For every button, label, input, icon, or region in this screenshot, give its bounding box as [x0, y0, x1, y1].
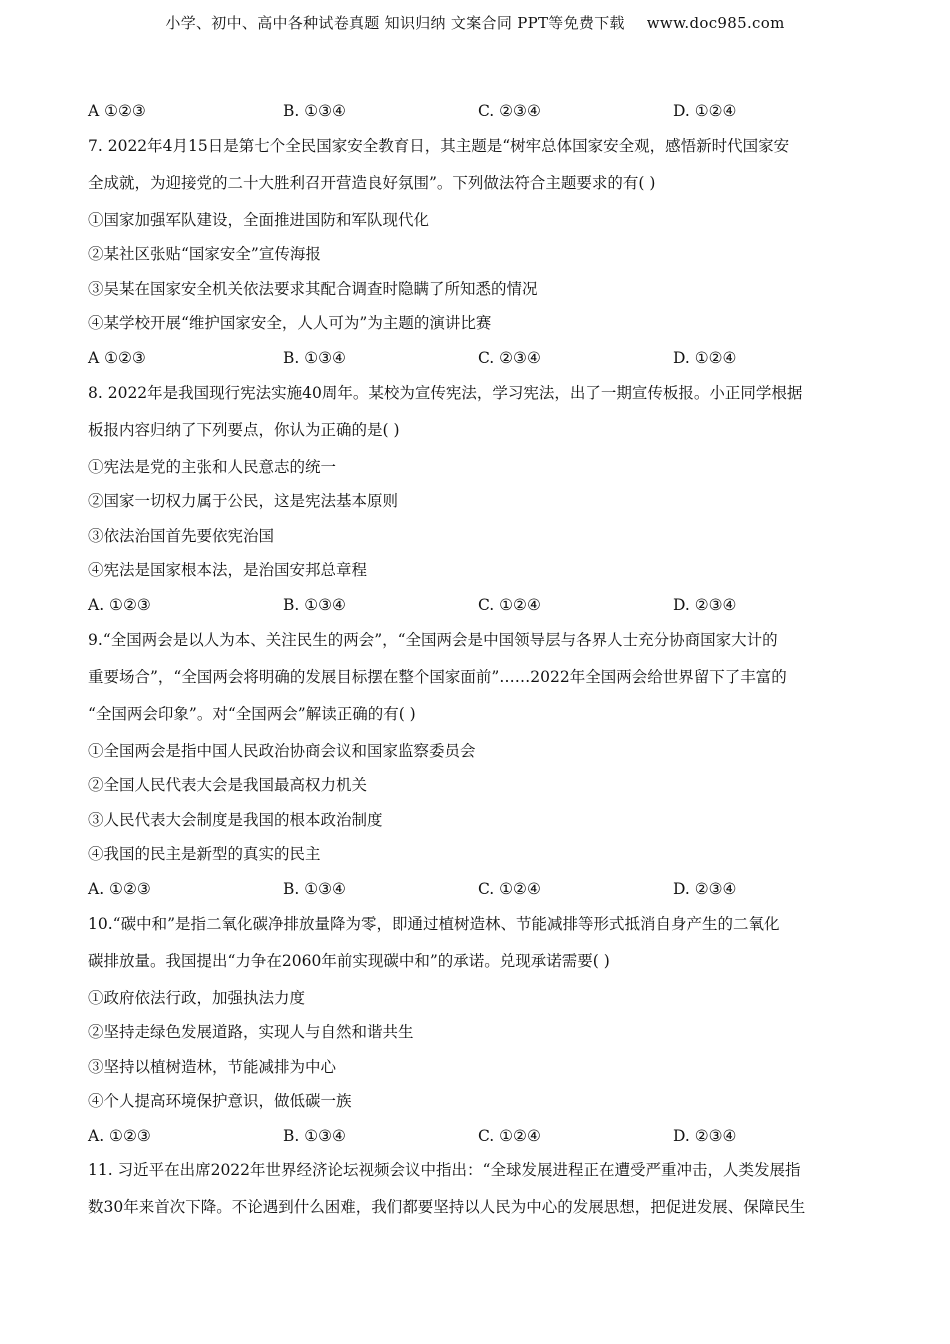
q6-option-a: A ①②③	[88, 102, 146, 120]
q6-option-c: C. ②③④	[478, 102, 541, 120]
q9-item-2: ②全国人民代表大会是我国最高权力机关	[88, 776, 368, 795]
q7-option-c: C. ②③④	[478, 348, 541, 367]
q6-option-d: D. ①②④	[673, 102, 737, 120]
q8-item-2: ②国家一切权力属于公民，这是宪法基本原则	[88, 492, 399, 511]
q8-item-1: ①宪法是党的主张和人民意志的统一	[88, 457, 337, 476]
q9-item-1: ①全国两会是指中国人民政治协商会议和国家监察委员会	[88, 741, 476, 760]
q10-option-c: C. ①②④	[478, 1126, 541, 1145]
q8-option-b: B. ①③④	[283, 595, 346, 614]
q11-stem-line2: 数30年来首次下降。不论遇到什么困难，我们都要坚持以人民为中心的发展思想，把促进发展、保障民生	[88, 1198, 806, 1217]
q10-stem-line2: 碳排放量。我国提出“力争在2060年前实现碳中和”的承诺。兑现承诺需要( )	[88, 951, 610, 970]
q8-item-4: ④宪法是国家根本法，是治国安邦总章程	[88, 561, 368, 580]
q10-item-4: ④个人提高环境保护意识，做低碳一族	[88, 1092, 352, 1111]
q8-option-c: C. ①②④	[478, 595, 541, 614]
q8-option-d: D. ②③④	[673, 595, 737, 614]
q10-option-b: B. ①③④	[283, 1126, 346, 1145]
q6-option-b: B. ①③④	[283, 102, 346, 120]
q7-item-2: ②某社区张贴“国家安全”宣传海报	[88, 245, 321, 264]
q9-option-d: D. ②③④	[673, 879, 737, 898]
q7-item-3: ③吴某在国家安全机关依法要求其配合调查时隐瞒了所知悉的情况	[88, 279, 538, 298]
q8-options	[88, 592, 878, 627]
q8-stem-line1: 8. 2022年是我国现行宪法实施40周年。某校为宣传宪法，学习宪法，出了一期宣传板报。小正同学根据	[88, 383, 803, 402]
q8-stem-line2: 板报内容归纳了下列要点，你认为正确的是( )	[88, 420, 400, 439]
page-header	[0, 12, 950, 33]
q10-stem-line1: 10.“碳中和”是指二氧化碳净排放量降为零，即通过植树造林、节能减排等形式抵消自身产生的二氧化	[88, 914, 780, 933]
q10-option-d: D. ②③④	[673, 1126, 737, 1145]
q7-options	[88, 345, 878, 380]
q6-options	[88, 98, 878, 133]
q7-option-d: D. ①②④	[673, 348, 737, 367]
q9-stem-line2: 重要场合”，“全国两会将明确的发展目标摆在整个国家面前”……2022年全国两会给世界留下了丰富的	[88, 667, 787, 686]
q10-options	[88, 1123, 878, 1158]
q9-stem-line3: “全国两会印象”。对“全国两会”解读正确的有( )	[88, 704, 416, 723]
q11-stem-line1: 11. 习近平在出席2022年世界经济论坛视频会议中指出：“全球发展进程正在遭受严重冲击，人类发展指	[88, 1161, 801, 1180]
q10-item-1: ①政府依法行政，加强执法力度	[88, 988, 306, 1007]
q7-option-b: B. ①③④	[283, 348, 346, 367]
q7-item-1: ①国家加强军队建设，全面推进国防和军队现代化	[88, 210, 430, 229]
q7-stem-line2: 全成就，为迎接党的二十大胜利召开营造良好氛围”。下列做法符合主题要求的有( )	[88, 173, 656, 192]
q9-option-c: C. ①②④	[478, 879, 541, 898]
q7-stem-line1: 7. 2022年4月15日是第七个全民国家安全教育日，其主题是“树牢总体国家安全观，感悟新时代国家安	[88, 136, 790, 155]
q9-options	[88, 876, 878, 911]
q9-stem-line1: 9.“全国两会是以人为本、关注民生的两会”，“全国两会是中国领导层与各界人士充分协商国家大计的	[88, 630, 778, 649]
q10-item-3: ③坚持以植树造林，节能减排为中心	[88, 1057, 337, 1076]
exam-content	[88, 98, 878, 1231]
q8-item-3: ③依法治国首先要依宪治国	[88, 526, 275, 545]
q10-option-a: A. ①②③	[88, 1126, 151, 1145]
header-text: 小学、初中、高中各种试卷真题 知识归纳 文案合同 PPT等免费下载	[165, 14, 625, 32]
q9-option-a: A. ①②③	[88, 879, 151, 898]
header-site-link[interactable]: www.doc985.com	[646, 14, 785, 32]
q9-item-4: ④我国的民主是新型的真实的民主	[88, 845, 321, 864]
q7-option-a: A ①②③	[88, 348, 146, 367]
q8-option-a: A. ①②③	[88, 595, 151, 614]
q7-item-4: ④某学校开展“维护国家安全，人人可为”为主题的演讲比赛	[88, 314, 492, 333]
q9-option-b: B. ①③④	[283, 879, 346, 898]
q10-item-2: ②坚持走绿色发展道路，实现人与自然和谐共生	[88, 1023, 414, 1042]
q9-item-3: ③人民代表大会制度是我国的根本政治制度	[88, 810, 383, 829]
